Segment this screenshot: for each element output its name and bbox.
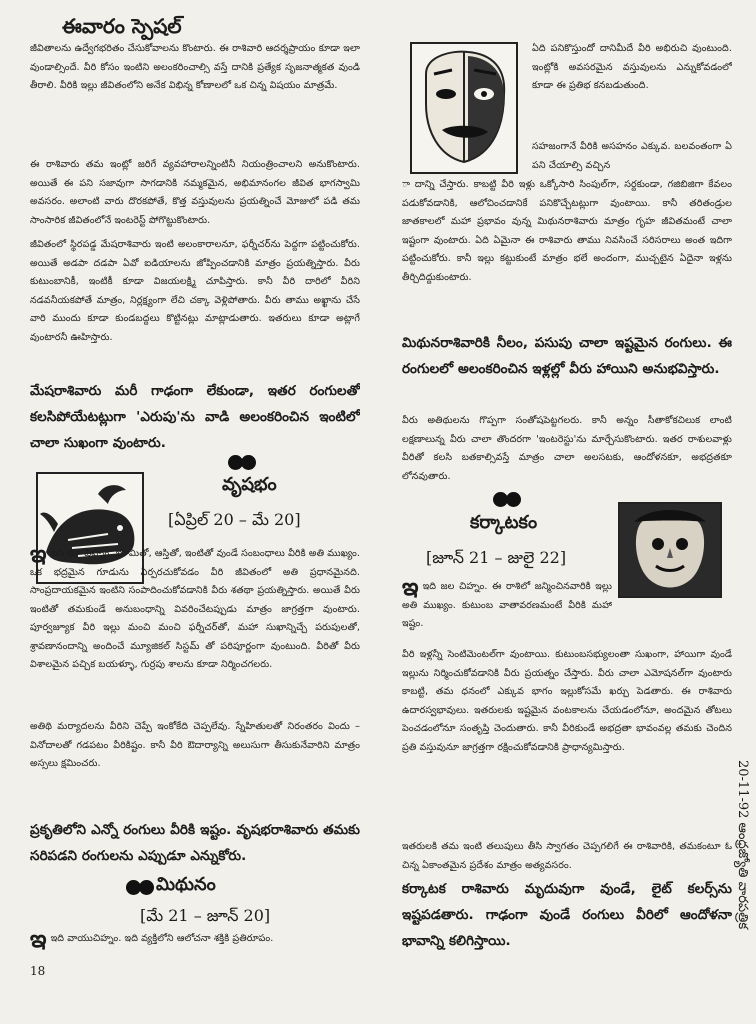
face-illustration [410,42,518,174]
left-paragraph-3: జీవితంలో స్థిరపడ్డ మేషరాశివారు ఇంటి అలంకారాలనూ, ఫర్నీచర్‌ను పెద్దగా పట్టించుకోరు. అయితే అడపా దడపా ఏవో ఐడియాలను జోప్పించడానికి మాత్రం ప్రయత్నిస్తారు. వీరు కుటుంబానికీ, ఇంటికీ కూడా విజయలక్ష్మి చూపిస్తారు. కానీ వీరి దారిలో వీరిని నడవనీయకపోతే మాత్రం, నిర్లక్ష్యంగా లేచి చక్కా వెళ్లిపోతారు. వీరు తాము అఖ్ఖాను చేసే వారి ముందు కూడా కుండబద్దలు కొట్టినట్లు మాట్లాడుతారు. ఇతరులు కూడా అట్లాగే వుంటారనీ ఊహిస్తారు. [30,239,360,343]
right-paragraph-4: వీరు అతిథులను గొప్పగా సంతోషపెట్టగలరు. కానీ అన్నం సీతాకోకచిలుక లాంటి లక్షణాలున్న వీరు చాలా తొందరగా 'ఇంటరెస్టు'ను మార్చేసుకొంటారు. ఇతర రాశులవాళ్లు వీరితో కలసి బతకాల్సివస్తే మాత్రం చాలా అలసటకు, ఆందోళనకూ, అభద్రతకూ లోనవుతారు. [402,415,732,482]
page-header: ఈవారం స్పెషల్ [62,14,182,38]
right-paragraph-5 [402,578,612,644]
sign-dates-mithunam: [మే 21 – జూన్ 20] [140,906,271,925]
left-paragraph-1: జీవితాలను ఉద్వేగభరితం చేసుకోవాలను కొంటారు. ఈ రాశివారి ఆదర్శప్రాయం కూడా ఇలా వుండాల్సిందే. వీరి కోసం ఇంటిని అలంకరించాల్సి వస్తే దానికి ప్రత్యేక సృజనాత్మకత వుండి తీరాలి. వీరికి ఇల్లు జీవితంలోని అనేక విభిన్న కోణాలలో ఒక చిన్న విషయం మాత్రమే. [30,43,360,91]
right-paragraph-2a [532,138,732,176]
section-dots-icon [228,455,254,470]
side-stamp-text: 20-11-92 ఆంధ్రజ్యోతి వారపత్రిక [735,760,750,930]
dropcap-letter-2: ఇ [30,930,47,952]
section-dots-icon-3 [493,492,519,507]
section-dots-icon-2 [126,880,152,895]
left-paragraph-5 [30,545,360,715]
mask-illustration [618,502,722,598]
sign-title-karkatakam: కర్కాటకం [470,512,538,533]
sign-dates-vrishabham: [ఏప్రిల్ 20 – మే 20] [168,510,301,529]
right-paragraph-7: ఇతరులకి తమ ఇంటి తలుపులు తీసి స్వాగతం చెప్పగలిగే ఈ రాశివారికి, తమకంటూ ఓ చిన్న ఏకాంతమైన ప్రదేశం మాత్రం అత్యవసరం. [402,841,732,871]
left-paragraph-7: ప్రకృతిలోని ఎన్నో రంగులు వీరికి ఇష్టం. వృషభరాశివారు తమకు సరిపడని రంగులను ఎప్పుడూ ఎన్నుకోరు. [30,822,360,864]
sign-title-vrishabham: వృషభం [222,474,277,495]
sign-dates-karkatakam: [జూన్ 21 – జులై 22] [426,548,567,567]
side-stamp [736,760,754,1000]
sign-title-mithunam: మిథునం [156,874,216,895]
paragraph-2-text: సహజంగానే వీరికి అసహనం ఎక్కువ. బలవంతంగా ఏ పని చేయాల్సి వచ్చిన [532,141,732,171]
page-number: 18 [30,964,46,978]
paragraph-5-right-text: ఇది జల చిహ్నం. ఈ రాశిలో జన్మించినవారికి ఇల్లు అతి ముఖ్యం. కుటుంబ వాతావరణమంటే వీరికి మహా ఇష్టం. [402,581,612,629]
right-paragraph-1: ఏది పనికొస్తుందో దానిమీదే వీరి అభిరుచి వుంటుంది. ఇంట్లోకి అవసరమైన వస్తువులను ఎన్నుకోవడంలో కూడా ఈ ప్రతిభ కనబడుతుంది. [532,43,732,91]
left-paragraph-8 [30,930,360,952]
paragraph-8-text: ఇది వాయుచిహ్నం. ఇది వ్యక్తిలోని ఆలోచనా శక్తికి ప్రతిరూపం. [50,933,274,944]
dropcap-letter: ఇ [30,545,47,568]
right-paragraph-2: ా దాన్ని చేస్తారు. కాబట్టి వీరి ఇళ్లు ఒక్కోసారి సింపుల్‌గా, సర్దకుండా, గజిబిజిగా కేవలం పడుకోవడానికి, ఆలోచించడానికే పనికొచ్చేటట్లుగా వుంటాయి. కానీ తరితండ్రుల జాతకాలలో మహా ప్రభావం వున్న మిథునరాశివారు మాత్రం గృహ జీవితమంటే చాలా ఇష్టంగా వుంటారు. ఏది ఏమైనా ఈ రాశివారు తాము నివసించే సరిసరాలు అంత ఇదిగా పట్టించుకోరు. కానీ ఇల్లు కట్టుకుంటే మాత్రం భలే అందంగా, ముచ్చటైన ఏదైనా ఇళ్లను తీర్చిదిద్దుకుంటారు. [402,179,732,283]
paragraph-5-text: ఇది భూ చిహ్నం. భూమితో, ఆస్తితో, ఇంటితో వుండే సంబంధాలు వీరికి అతి ముఖ్యం. ఒక భద్రమైన గూడును ఏర్పరచుకోవడం వీరి జీవితంలో అతి ప్రధానమైనది. సాంప్రదాయకమైన ఇంటిని సంపాదించుకోవడానికి వీరు శతథా ప్రయత్నిస్తారు. అయితే వీరు ఇంటితో తమకుండే అనుబంధాన్ని వివరించేటప్పుడు మాత్రం జాగ్రత్తగా వుంటారు. పూర్వజ్యూక వీరి ఇల్లు మంచి మంచి ఫర్నీచర్‌తో, మహా సుఖాన్నిచ్చే పరుపులతో, శ్రావణానందాన్ని అందించే మ్యూజికల్ సిస్టమ్ తో పరిపూర్ణంగా వుంటుంది. వీరితో వీరు విశాలమైన పచ్చిక బయళ్ళూ, గుర్రపు శాలను కూడా నిర్మించగలరు. [30,548,360,670]
right-paragraph-8: కర్కాటక రాశివారు మృదువుగా వుండే, లైట్ కలర్స్‌ను ఇష్టపడతారు. గాఢంగా వుండే రంగులు వీరిలో ఆందోళనా భావాన్ని కలిగిస్తాయి. [402,881,732,949]
right-paragraph-3: మిథునరాశివారికి నీలం, పసుపు చాలా ఇష్టమైన రంగులు. ఈ రంగులలో అలంకరించిన ఇళ్లల్లో వీరు హాయిని అనుభవిస్తారు. [402,335,732,377]
left-paragraph-2: ఈ రాశివారు తమ ఇంట్లో జరిగే వ్యవహారాలన్నింటినీ నియంత్రించాలని అనుకొంటారు. అయితే ఈ పని సజావుగా సాగడానికి నమ్మకమైన, అభిమానంగల జీవిత భాగస్వామి అవసరం. అలాంటి వారు దొరకపోతే, కొత్త వస్తువులను ప్రయత్నించే మోజులో పడి తమ సాంసారిక జీవితంలోనే ఇంటరెస్ట్ పోగొట్టుకొంటారు. [30,159,360,226]
dropcap-letter-3: ఇ [402,578,419,601]
left-paragraph-6: అతిథి మర్యాదలను వీరిని చెప్పే ఇంకోకేది చెప్పలేవు. స్నేహితులతో నిరంతరం విందు – వినోదాలతో గడపటం వీరికిష్టం. కానీ వీరి ఔదార్యాన్ని అలుసుగా తీసుకునేవారిని మాత్రం అస్సలు క్షమించరు. [30,721,360,769]
right-paragraph-6: వీరి ఇళ్లన్నీ సెంటిమెంటల్‌గా వుంటాయి. కుటుంబసభ్యులంతా సుఖంగా, హాయిగా వుండే ఇల్లును నిర్మించుకోవడానికి వీరు ప్రయత్నం చేస్తారు. వీరు చాలా ఎమోషనల్‌గా వుంటారు కాబట్టి, తమ ధనంలో ఎక్కువ భాగం ఇల్లుకోసమే ఖర్చు పెడతారు. ఈ రాశివారు ఉదారస్వభావులు. ఇతరులకు ఇష్టమైన వంటకాలను చేయడంలోనూ, అందమైన తోటలు పెంచడంలోనూ సంతృప్తి చెందుతారు. కానీ వీరికుండే అభద్రతా భావంవల్ల తమకు చెందిన ప్రతి వస్తువునూ జాగ్రత్తగా రక్షించుకోవడానికి ప్రాధాన్యమిస్తారు. [402,649,732,753]
left-paragraph-4: మేషరాశివారు మరీ గాఢంగా లేకుండా, ఇతర రంగులతో కలసిపోయేటట్లుగా 'ఎరుపు'ను వాడి అలంకరించిన ఇంటిలో చాలా సుఖంగా వుంటారు. [30,383,360,451]
